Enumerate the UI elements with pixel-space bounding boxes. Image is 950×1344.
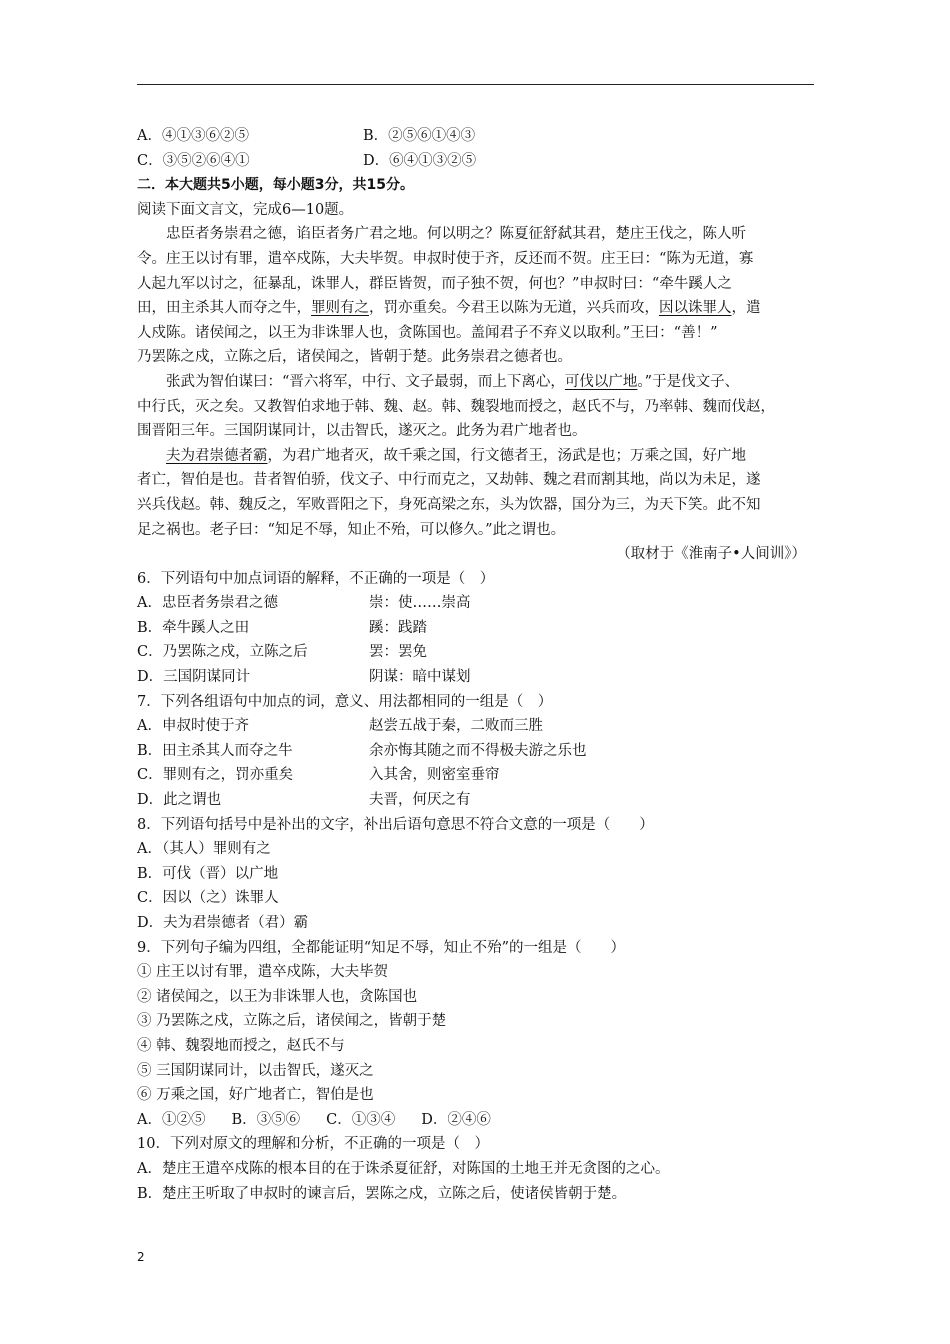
q6-option-sentence: D．三国阴谋同计 (137, 669, 251, 686)
passage-text: ，罚亦重矣。今君王以陈为无道，兴兵而攻， (369, 300, 659, 317)
exam-page-content (137, 124, 814, 1206)
q6-option-sentence: B．牵牛蹊人之田 (137, 619, 250, 636)
passage-paragraph-2 (137, 370, 814, 444)
underlined-phrase-zui-ze-you-zhi: 罪则有之 (311, 300, 369, 317)
q6-option-a[interactable] (137, 591, 814, 616)
passage-text: ，遣 (731, 300, 761, 317)
q7-option-d[interactable] (137, 788, 814, 813)
q6-option-gloss: 罢：罢免 (369, 644, 427, 661)
passage-paragraph-1 (137, 222, 814, 370)
q5-option-a[interactable]: A．④①③⑥②⑤ (137, 128, 249, 144)
q6-option-sentence: A．忠臣者务崇君之德 (137, 595, 278, 612)
passage-line: 者亡，智伯是也。昔者智伯骄，伐文子、中行而克之，又劫韩、魏之君而割其地，尚以为未足，遂 (137, 472, 761, 489)
q6-option-gloss: 蹊：践踏 (369, 619, 427, 636)
q9-item-3: ③ 乃罢陈之戍，立陈之后，诸侯闻之，皆朝于楚 (137, 1013, 447, 1030)
passage-line: 忠臣者务崇君之德，谄臣者务广君之地。何以明之？陈夏征舒弑其君，楚庄王伐之，陈人听 (166, 226, 746, 243)
q8-option-a[interactable]: A．（其人）罪则有之 (137, 841, 271, 858)
q10-stem: 10．下列对原文的理解和分析，不正确的一项是（ ） (137, 1136, 489, 1153)
q10-option-a[interactable]: A．楚庄王遣卒戍陈的根本目的在于诛杀夏征舒，对陈国的土地王并无贪图的之心。 (137, 1160, 670, 1177)
q7-option-left: A．申叔时使于齐 (137, 718, 249, 735)
q9-option-a[interactable]: A．①②⑤ (137, 1111, 206, 1128)
q7-option-left: C．罪则有之，罚亦重矣 (137, 767, 294, 784)
underlined-phrase-ke-fa-yi-guang-di: 可伐以广地 (564, 373, 638, 390)
passage-paragraph-3 (137, 444, 814, 542)
q9-item-5: ⑤ 三国阴谋同计，以击智氏，遂灭之 (137, 1062, 374, 1079)
header-rule (137, 84, 814, 85)
q7-option-right: 赵尝五战于秦，二败而三胜 (369, 718, 543, 735)
q7-option-left: D．此之谓也 (137, 792, 222, 809)
passage-line (137, 296, 814, 321)
q9-item-2: ② 诸侯闻之，以王为非诛罪人也，贪陈国也 (137, 988, 418, 1005)
passage-line (137, 444, 814, 469)
underlined-phrase-yin-yi-zhu-zui-ren: 因以诛罪人 (659, 300, 732, 317)
q6-option-sentence: C．乃罢陈之戍，立陈之后 (137, 644, 308, 661)
passage-line (137, 370, 814, 395)
q7-option-right: 夫晋，何厌之有 (369, 792, 471, 809)
q7-option-c[interactable] (137, 763, 814, 788)
q8-option-b[interactable]: B．可伐（晋）以广地 (137, 865, 279, 882)
passage-line: 人戍陈。诸侯闻之，以王为非诛罪人也，贪陈国也。盖闻君子不弃义以取利。”王曰：“善！” (137, 324, 718, 341)
passage-text: 田，田主杀其人而夺之牛， (137, 300, 311, 317)
passage-line: 人起九军以讨之，征暴乱，诛罪人，群臣皆贺，而子独不贺，何也？”申叔时曰：“牵牛蹊人之 (137, 275, 732, 292)
q9-item-1: ① 庄王以讨有罪，遣卒戍陈，大夫毕贺 (137, 964, 389, 981)
q9-stem: 9．下列句子编为四组，全都能证明“知足不辱，知止不殆”的一组是（ ） (137, 939, 626, 956)
q6-option-gloss: 崇：使……崇高 (369, 595, 471, 612)
passage-line: 中行氏，灭之矣。又教智伯求地于韩、魏、赵。韩、魏裂地而授之，赵氏不与，乃率韩、魏而伐赵， (137, 398, 775, 415)
section2-heading: 二．本大题共5小题，每小题3分，共15分。 (137, 177, 414, 194)
q7-option-b[interactable] (137, 739, 814, 764)
q7-option-a[interactable] (137, 714, 814, 739)
q5-option-d[interactable]: D．⑥④①③②⑤ (363, 152, 477, 169)
q9-option-d[interactable]: D．②④⑥ (421, 1111, 491, 1128)
passage-line: 令。庄王以讨有罪，遣卒戍陈，大夫毕贺。申叔时使于齐，反还而不贺。庄王曰：“陈为无道，寡 (137, 250, 754, 267)
q8-option-c[interactable]: C．因以（之）诛罪人 (137, 890, 279, 907)
passage-text: 。”于是伐文子、 (637, 373, 740, 390)
q6-option-c[interactable] (137, 640, 814, 665)
underlined-phrase-fu-wei-jun-chong-de-zhe-ba: 夫为君崇德者霸 (166, 447, 268, 464)
passage-line: 足之祸也。老子曰：“知足不辱，知止不殆，可以修久。”此之谓也。 (137, 521, 566, 538)
q9-item-6: ⑥ 万乘之国，好广地者亡，智伯是也 (137, 1087, 374, 1104)
q8-stem: 8．下列语句括号中是补出的文字，补出后语句意思不符合文意的一项是（ ） (137, 816, 654, 833)
q9-options (137, 1108, 814, 1133)
q7-option-right: 余亦悔其随之而不得极夫游之乐也 (369, 742, 587, 759)
page-number: 2 (137, 1250, 145, 1264)
section2-instruction: 阅读下面文言文，完成6—10题。 (137, 201, 354, 218)
q5-options-row-2 (137, 149, 814, 174)
passage-text: ，为君广地者灭，故千乘之国，行文德者王，汤武是也；万乘之国，好广地 (267, 447, 746, 464)
q7-option-right: 入其舍，则密室垂帘 (369, 767, 500, 784)
q5-option-c[interactable]: C．③⑤②⑥④① (137, 152, 250, 169)
passage-line: 兴兵伐赵。韩、魏反之，军败晋阳之下，身死高梁之东，头为饮器，国分为三，为天下笑。此不知 (137, 496, 761, 513)
q6-option-d[interactable] (137, 665, 814, 690)
q9-item-4: ④ 韩、魏裂地而授之，赵氏不与 (137, 1037, 345, 1054)
passage-line: 围晋阳三年。三国阴谋同计，以击智氏，遂灭之。此务为君广地者也。 (137, 423, 587, 440)
passage-source: （取材于《淮南子•人间训》） (616, 546, 806, 563)
q7-stem: 7．下列各组语句中加点的词，意义、用法都相同的一组是（ ） (137, 693, 553, 710)
q7-option-left: B．田主杀其人而夺之牛 (137, 742, 293, 759)
q9-option-c[interactable]: C．①③④ (326, 1111, 396, 1128)
q5-options-row-1 (137, 124, 814, 149)
q6-option-gloss: 阴谋：暗中谋划 (369, 669, 471, 686)
q10-option-b[interactable]: B．楚庄王听取了申叔时的谏言后，罢陈之戍，立陈之后，使诸侯皆朝于楚。 (137, 1185, 627, 1202)
passage-text: 张武为智伯谋曰：“晋六将军，中行、文子最弱，而上下离心， (166, 373, 565, 390)
q5-option-b[interactable]: B．②⑤⑥①④③ (363, 128, 476, 144)
q6-option-b[interactable] (137, 616, 814, 641)
q8-option-d[interactable]: D．夫为君崇德者（君）霸 (137, 915, 309, 931)
q6-stem: 6．下列语句中加点词语的解释，不正确的一项是（ ） (137, 570, 495, 587)
q9-option-b[interactable]: B．③⑤⑥ (231, 1111, 301, 1128)
passage-line: 乃罢陈之戍，立陈之后，诸侯闻之，皆朝于楚。此务崇君之德者也。 (137, 349, 572, 366)
